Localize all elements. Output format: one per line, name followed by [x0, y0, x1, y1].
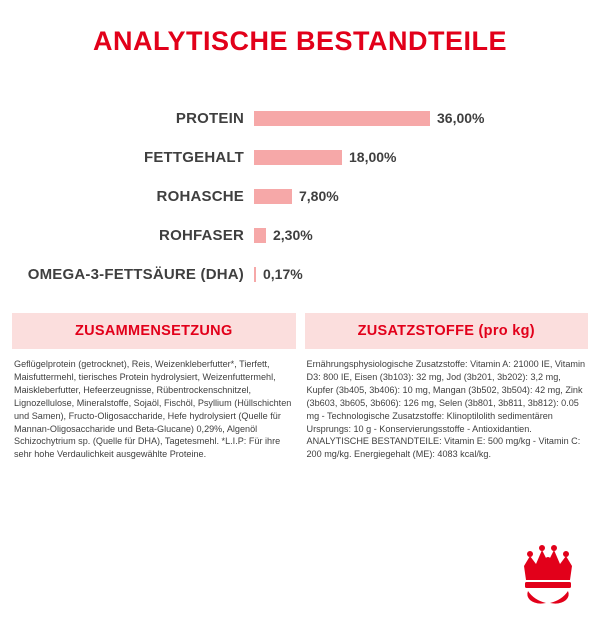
bar-label: OMEGA-3-FETTSÄURE (DHA) [27, 265, 244, 283]
bar-value: 7,80% [299, 188, 339, 204]
additives-panel-header: ZUSATZSTOFFE (pro kg) [305, 313, 589, 349]
chart-row [16, 101, 584, 135]
bar-fill [254, 189, 292, 204]
bar-value: 36,00% [437, 110, 485, 126]
bar-track [254, 149, 584, 165]
additives-panel-body: Ernährungsphysiologische Zusatzstoffe: Vitamin A: 21000 IE, Vitamin D3: 800 IE, Eisen (3b103): 32 mg, Jod (3b201, 3b202): 3,2 mg, Kupfer (3b405, 3b406): 10 mg, Mangan (3b502, 3b504): 42 mg, Zink (3b603, 3b605, 3b606): 126 mg, Selen (3b801, 3b811, 3b812): 0.05 mg - Technologische Zusatzstoffe: Klinoptilolith sedimentären Ursprungs: 10 g - Konservierungsstoffe - Antioxidantien. ANALYTISCHE BESTANDTEILE: Vitamin E: 500 mg/kg - Vitamin C: 200 mg/kg. Energiegehalt (ME): 4083 kcal/kg. [306, 359, 586, 460]
bar-fill [254, 150, 342, 165]
chart-row [16, 179, 584, 213]
bar-label: ROHFASER [159, 226, 244, 244]
info-panels [0, 313, 600, 461]
bar-label: PROTEIN [175, 109, 244, 127]
composition-panel-header: ZUSAMMENSETZUNG [12, 313, 296, 349]
bar-value: 18,00% [349, 149, 397, 165]
bar-label: FETTGEHALT [143, 148, 244, 166]
chart-row [16, 218, 584, 252]
chart-row [16, 257, 584, 291]
bar-track [254, 110, 584, 126]
page-title: ANALYTISCHE BESTANDTEILE [92, 26, 508, 56]
bar-value: 0,17% [263, 266, 303, 282]
bar-track [254, 266, 584, 282]
additives-panel [305, 313, 589, 461]
bar-fill [254, 111, 430, 126]
composition-panel-body: Geflügelprotein (getrocknet), Reis, Weizenkleberfutter*, Tierfett, Maisfuttermehl, tierisches Protein hydrolysiert, Weizenfuttermehl, Maiskleberfutter, Hefeerzeugnisse, Rübentrockenschnitzel, Lignozellulose, Mineralstoffe, Sojaöl, Fischöl, Psyllium (Hüllschichten und Samen), Fructo-Oligosaccharide, Hefe hydrolysiert (Quelle für Mannan-Oligosaccharide und Beta-Glucane) 0,29%, Algenöl Schizochytrium sp. (Quelle für DHA), Tagetesmehl. *L.I.P: Für ihre sehr hohe Verdaulichkeit ausgewählte Proteine. [14, 359, 292, 460]
composition-panel [12, 313, 296, 461]
bar-track [254, 227, 584, 243]
bar-label: ROHASCHE [156, 187, 244, 205]
analytical-constituents-chart [0, 101, 600, 291]
bar-value: 2,30% [273, 227, 313, 243]
bar-fill [254, 267, 256, 282]
bar-track [254, 188, 584, 204]
chart-row [16, 140, 584, 174]
bar-fill [254, 228, 266, 243]
royal-canin-crown-logo [518, 536, 578, 608]
